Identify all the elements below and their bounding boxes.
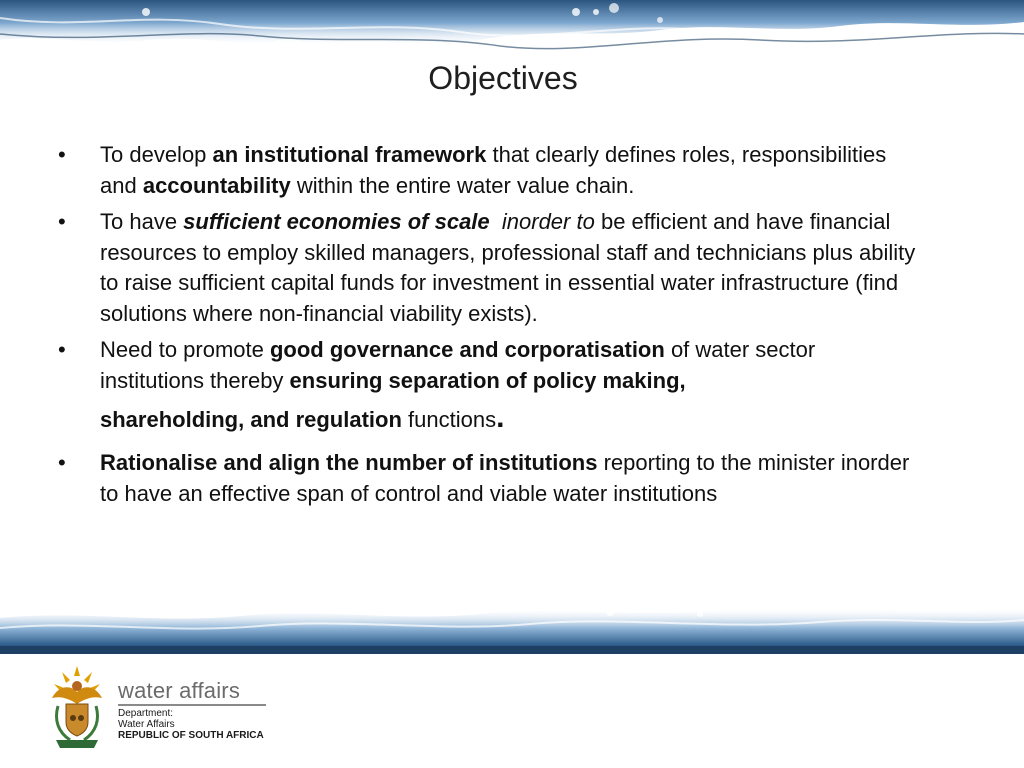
list-item: • Need to promote good governance and corporatisation of water sector institutions thereby ensuring separation of policy making, shareholding, and regulation functions. [58,337,816,434]
coat-of-arms-icon [46,662,108,750]
department-label: Department: Water Affairs REPUBLIC OF SOUTH AFRICA [118,708,264,741]
bullet-icon: • [58,142,66,167]
bullet-icon: • [58,337,66,362]
objectives-list [58,140,918,515]
bullet-icon: • [58,209,66,234]
brand-logotype: water affairs [118,678,241,703]
list-item: • To develop an institutional framework that clearly defines roles, responsibilities and accountability within the entire water value chain. [58,142,887,198]
bullet-icon: • [58,450,66,475]
list-item: • To have sufficient economies of scale inorder to be efficient and have financial resources to employ skilled managers, professional staff and technicians plus ability to raise sufficient capital funds for investment in essential water infrastructure (find solutions where non-financial viability exists). [58,209,916,326]
slide-title: Objectives [428,60,578,96]
list-item: • Rationalise and align the number of institutions reporting to the minister inorder to have an effective span of control and viable water institutions [58,450,910,506]
water-banner-bottom [0,588,1024,654]
footer [0,654,1024,768]
brand-divider [118,704,266,706]
